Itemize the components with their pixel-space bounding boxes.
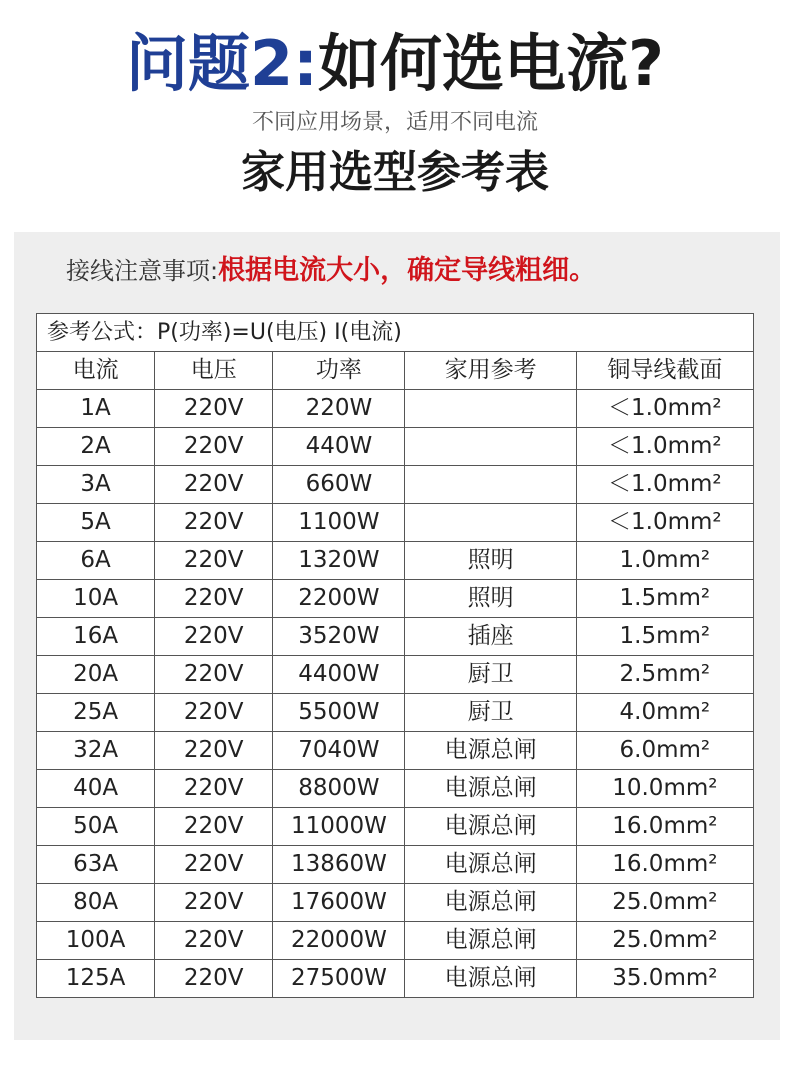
wiring-note: [66, 254, 596, 288]
cell-wire-section: 1.5mm²: [576, 580, 753, 618]
cell-usage: [405, 504, 576, 542]
table-row: [37, 428, 754, 466]
cell-power: 17600W: [273, 884, 405, 922]
cell-wire-section: 10.0mm²: [576, 770, 753, 808]
table-body: [37, 390, 754, 998]
cell-power: 13860W: [273, 846, 405, 884]
cell-voltage: 220V: [155, 922, 273, 960]
cell-wire-section: 16.0mm²: [576, 808, 753, 846]
cell-power: 5500W: [273, 694, 405, 732]
table-row: [37, 770, 754, 808]
table-row: [37, 542, 754, 580]
formula-row: [37, 314, 754, 352]
cell-usage: 电源总闸: [405, 884, 576, 922]
cell-current: 2A: [37, 428, 155, 466]
cell-power: 440W: [273, 428, 405, 466]
cell-voltage: 220V: [155, 504, 273, 542]
cell-voltage: 220V: [155, 390, 273, 428]
cell-current: 25A: [37, 694, 155, 732]
table-row: [37, 960, 754, 998]
cell-current: 125A: [37, 960, 155, 998]
cell-wire-section: 1.5mm²: [576, 618, 753, 656]
table-row: [37, 808, 754, 846]
cell-current: 80A: [37, 884, 155, 922]
note-highlight: 根据电流大小，确定导线粗细。: [218, 255, 597, 286]
cell-current: 6A: [37, 542, 155, 580]
cell-wire-section: 2.5mm²: [576, 656, 753, 694]
cell-power: 4400W: [273, 656, 405, 694]
reference-table: [36, 313, 754, 998]
formula-cell: 参考公式：P(功率)=U(电压) I(电流): [37, 314, 754, 352]
cell-wire-section: 16.0mm²: [576, 846, 753, 884]
cell-current: 63A: [37, 846, 155, 884]
cell-usage: 电源总闸: [405, 808, 576, 846]
page-title: [0, 28, 790, 100]
cell-current: 10A: [37, 580, 155, 618]
page-subtitle: 不同应用场景，适用不同电流: [251, 110, 538, 135]
cell-wire-section: 4.0mm²: [576, 694, 753, 732]
cell-usage: [405, 390, 576, 428]
cell-usage: 插座: [405, 618, 576, 656]
page-header: [0, 0, 790, 232]
cell-wire-section: 25.0mm²: [576, 884, 753, 922]
col-header-voltage: 电压: [155, 352, 273, 390]
cell-usage: 电源总闸: [405, 922, 576, 960]
cell-voltage: 220V: [155, 960, 273, 998]
cell-voltage: 220V: [155, 770, 273, 808]
col-header-usage: 家用参考: [405, 352, 576, 390]
cell-power: 3520W: [273, 618, 405, 656]
table-row: [37, 846, 754, 884]
cell-power: 220W: [273, 390, 405, 428]
cell-wire-section: 35.0mm²: [576, 960, 753, 998]
cell-usage: 电源总闸: [405, 770, 576, 808]
cell-power: 1100W: [273, 504, 405, 542]
cell-usage: [405, 466, 576, 504]
cell-voltage: 220V: [155, 732, 273, 770]
cell-voltage: 220V: [155, 466, 273, 504]
table-row: [37, 466, 754, 504]
cell-current: 1A: [37, 390, 155, 428]
cell-voltage: 220V: [155, 884, 273, 922]
cell-voltage: 220V: [155, 428, 273, 466]
cell-wire-section: ＜1.0mm²: [576, 504, 753, 542]
table-row: [37, 884, 754, 922]
cell-usage: 厨卫: [405, 694, 576, 732]
cell-power: 8800W: [273, 770, 405, 808]
cell-usage: 厨卫: [405, 656, 576, 694]
cell-voltage: 220V: [155, 542, 273, 580]
table-row: [37, 504, 754, 542]
cell-current: 5A: [37, 504, 155, 542]
cell-voltage: 220V: [155, 656, 273, 694]
cell-power: 2200W: [273, 580, 405, 618]
note-label: 接线注意事项:: [66, 257, 219, 285]
cell-power: 660W: [273, 466, 405, 504]
table-row: [37, 390, 754, 428]
cell-power: 1320W: [273, 542, 405, 580]
table-row: [37, 580, 754, 618]
cell-current: 32A: [37, 732, 155, 770]
cell-usage: 电源总闸: [405, 732, 576, 770]
cell-power: 22000W: [273, 922, 405, 960]
cell-voltage: 220V: [155, 694, 273, 732]
cell-current: 100A: [37, 922, 155, 960]
title-main: 如何选电流?: [317, 27, 664, 100]
table-row: [37, 922, 754, 960]
cell-wire-section: 1.0mm²: [576, 542, 753, 580]
cell-usage: 电源总闸: [405, 960, 576, 998]
table-row: [37, 618, 754, 656]
cell-voltage: 220V: [155, 808, 273, 846]
cell-usage: [405, 428, 576, 466]
cell-wire-section: ＜1.0mm²: [576, 428, 753, 466]
title-prefix: 问题2:: [126, 27, 318, 100]
cell-current: 16A: [37, 618, 155, 656]
col-header-current: 电流: [37, 352, 155, 390]
cell-usage: 照明: [405, 542, 576, 580]
table-row: [37, 694, 754, 732]
cell-wire-section: ＜1.0mm²: [576, 466, 753, 504]
cell-power: 7040W: [273, 732, 405, 770]
cell-voltage: 220V: [155, 580, 273, 618]
cell-wire-section: ＜1.0mm²: [576, 390, 753, 428]
header-row: [37, 352, 754, 390]
table-row: [37, 732, 754, 770]
cell-voltage: 220V: [155, 846, 273, 884]
cell-current: 50A: [37, 808, 155, 846]
cell-power: 11000W: [273, 808, 405, 846]
cell-current: 3A: [37, 466, 155, 504]
cell-usage: 照明: [405, 580, 576, 618]
cell-usage: 电源总闸: [405, 846, 576, 884]
cell-current: 40A: [37, 770, 155, 808]
cell-wire-section: 6.0mm²: [576, 732, 753, 770]
section-heading: 家用选型参考表: [241, 147, 549, 198]
cell-wire-section: 25.0mm²: [576, 922, 753, 960]
col-header-wire-section: 铜导线截面: [576, 352, 753, 390]
cell-voltage: 220V: [155, 618, 273, 656]
col-header-power: 功率: [273, 352, 405, 390]
table-row: [37, 656, 754, 694]
cell-power: 27500W: [273, 960, 405, 998]
cell-current: 20A: [37, 656, 155, 694]
